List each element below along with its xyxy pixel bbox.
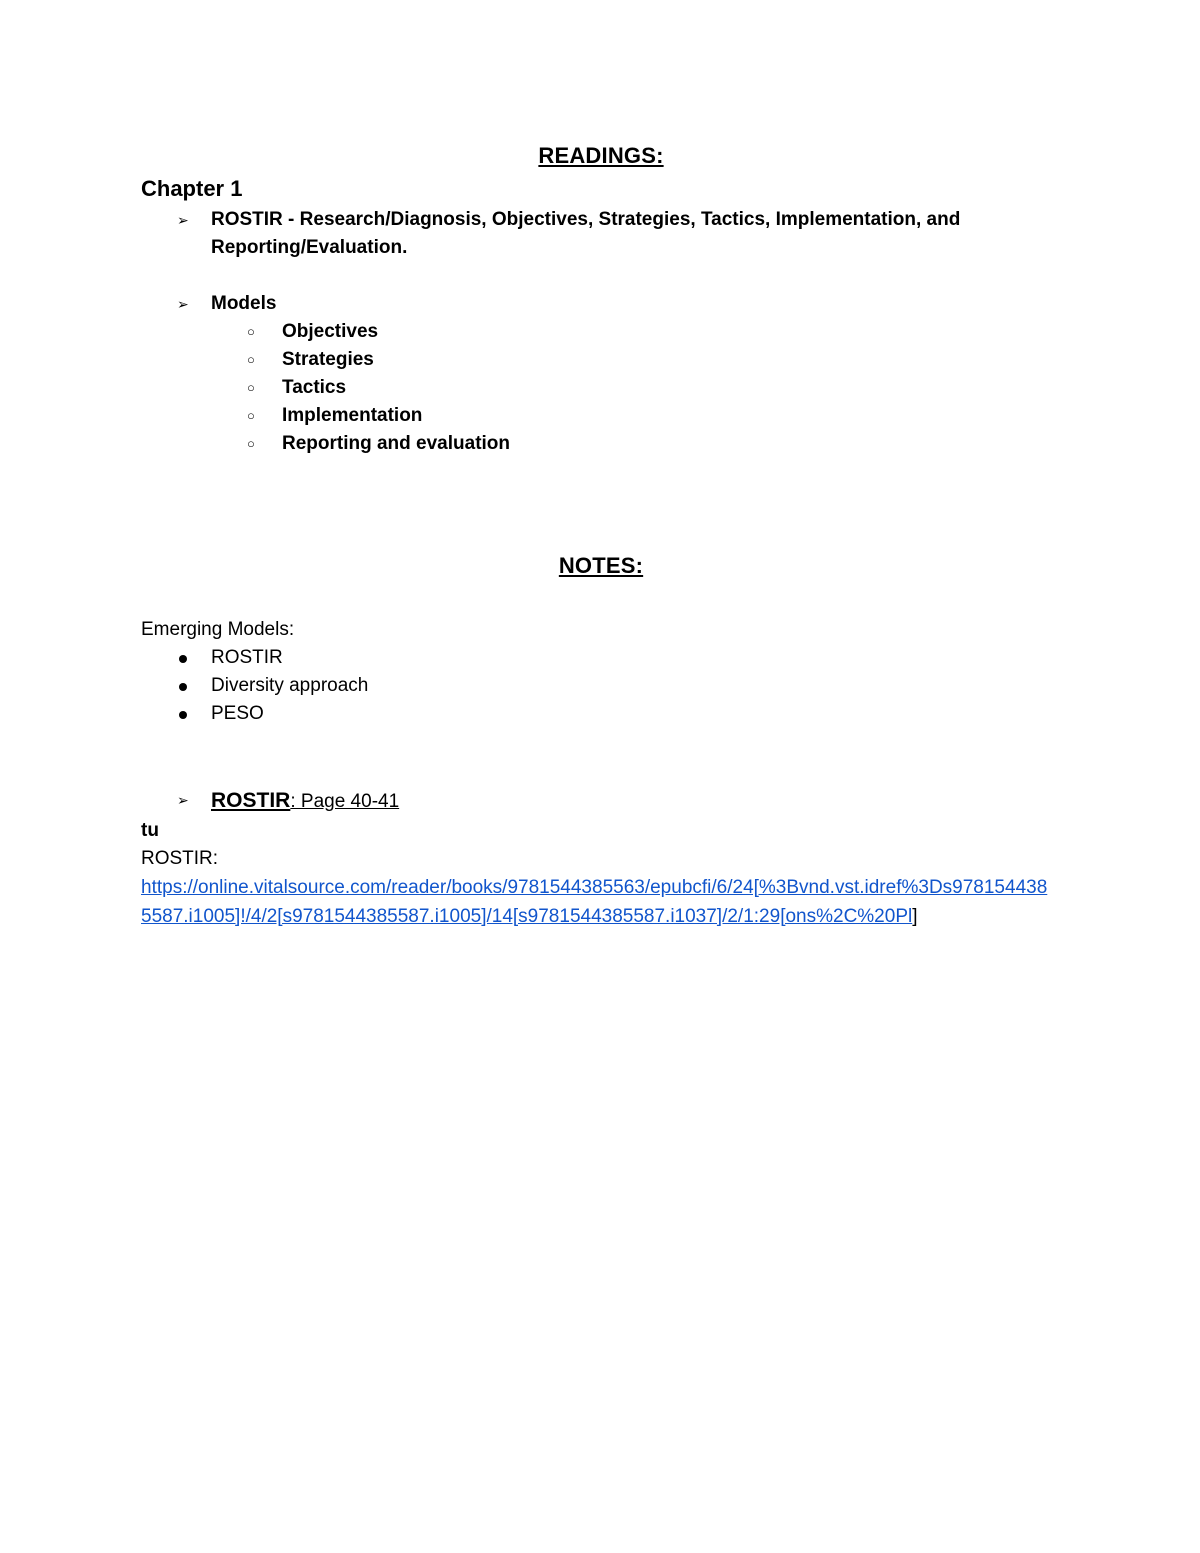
rostir-definition: ROSTIR - Research/Diagnosis, Objectives, Strategies, Tactics, Implementation, and Reporting/Evaluation. — [211, 209, 961, 258]
emerging-models-label: Emerging Models: — [141, 619, 295, 640]
filled-circle-bullet-icon — [179, 683, 187, 691]
filled-circle-bullet-icon — [179, 655, 187, 663]
note-text-tu: tu — [141, 820, 159, 841]
emerging-item-label: PESO — [211, 703, 264, 724]
list-item — [141, 374, 1061, 402]
hollow-circle-bullet-icon: ○ — [247, 436, 255, 451]
notes-heading: NOTES: — [558, 553, 644, 578]
list-item — [141, 318, 1061, 346]
list-item — [141, 644, 1061, 672]
list-item-rostir — [141, 206, 1061, 262]
list-item — [141, 402, 1061, 430]
hollow-circle-bullet-icon: ○ — [247, 324, 255, 339]
link-tail: ] — [912, 906, 918, 927]
readings-heading: READINGS: — [538, 143, 664, 168]
model-item-label: Objectives — [282, 321, 379, 342]
list-item — [141, 346, 1061, 374]
arrow-bullet-icon: ➢ — [177, 792, 189, 808]
emerging-item-label: Diversity approach — [211, 675, 369, 696]
rostir-page-label: ROSTIR — [211, 789, 291, 812]
hollow-circle-bullet-icon: ○ — [247, 408, 255, 423]
model-item-label: Implementation — [282, 405, 423, 426]
model-item-label: Reporting and evaluation — [282, 433, 511, 454]
filled-circle-bullet-icon — [179, 711, 187, 719]
list-item — [141, 672, 1061, 700]
document-page — [141, 140, 1061, 931]
list-item-models — [141, 290, 1061, 318]
chapter-title: Chapter 1 — [141, 176, 243, 201]
hollow-circle-bullet-icon: ○ — [247, 352, 255, 367]
models-label: Models — [211, 293, 277, 314]
arrow-bullet-icon: ➢ — [177, 296, 189, 312]
arrow-bullet-icon: ➢ — [177, 212, 189, 228]
model-item-label: Tactics — [282, 377, 347, 398]
list-item — [141, 430, 1061, 458]
emerging-item-label: ROSTIR — [211, 647, 283, 668]
vitalsource-link[interactable]: https://online.vitalsource.com/reader/books/9781544385563/epubcfi/6/24[%3Bvnd.vst.idref%3Ds9781544385587.i1005]!/4/2[s9781544385587.i1005]/14[s9781544385587.i1037]/2/1:29[ons%2C%20Pl — [141, 877, 1048, 927]
list-item-rostir-page — [141, 786, 1061, 817]
list-item — [141, 700, 1061, 728]
hollow-circle-bullet-icon: ○ — [247, 380, 255, 395]
rostir-link-label: ROSTIR: — [141, 848, 219, 869]
model-item-label: Strategies — [282, 349, 374, 370]
rostir-page-text: : Page 40-41 — [290, 791, 400, 812]
link-paragraph — [141, 873, 1056, 931]
